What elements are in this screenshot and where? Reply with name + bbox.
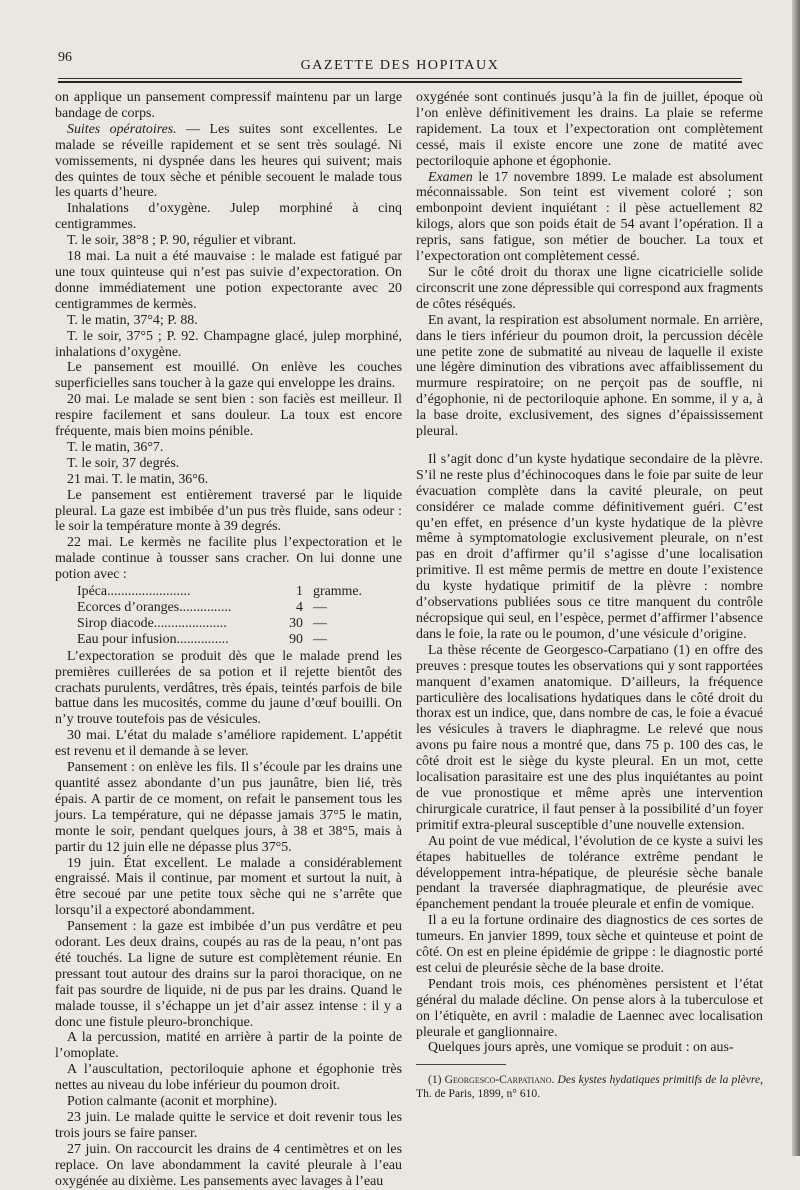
paragraph: Inhalations d’oxygène. Julep morphiné à cinq centigrammes. (55, 201, 402, 233)
prescription-qty: 30 (289, 615, 303, 631)
section-lead: Suites opératoires. (67, 121, 177, 137)
page-edge-shadow (792, 0, 800, 1156)
paragraph: Pansement : la gaze est imbibée d’un pus verdâtre et peu odorant. Les deux drains, coupés au ras de la peau, n’ont pas été touchés. La ligne de suture est complètement réunie. En pressant tout autour des drains sur la paroi thoracique, on ne fait pas sourdre de liquide, ni de pus par les drains. Quand le malade tousse, il s’échappe un jet d’air assez intense : il y a donc une fistule pleuro-bronchique. (55, 919, 402, 1030)
right-column (416, 90, 763, 1101)
prescription-table (77, 584, 362, 648)
prescription-item: Eau pour infusion............... (77, 631, 229, 647)
paragraph: Quelques jours après, une vomique se produit : on aus- (428, 1040, 734, 1056)
running-head: GAZETTE DES HOPITAUX (300, 58, 500, 73)
paragraph: 18 mai. La nuit a été mauvaise : le malade est fatigué par une toux quinteuse qui n’est pas suivie d’expectoration. On donne immédiatement une potion expectorante avec 20 centigrammes de kermès. (55, 249, 402, 312)
paragraph: Il a eu la fortune ordinaire des diagnostics de ces sortes de tumeurs. En janvier 1899, toux sèche et quinteuse et point de côté. On est en pleine épidémie de grippe : le diagnostic porté est celui de pleurésie sèche de la base droite. (416, 913, 763, 976)
prescription-unit: — (313, 631, 327, 647)
paragraph: Potion calmante (aconit et morphine). (67, 1094, 278, 1110)
footnote-title: Des kystes hydatiques primitifs de la plèvre, (554, 1073, 763, 1087)
paragraph: oxygénée sont continués jusqu’à la fin de juillet, époque où l’on enlève définitivement les drains. La plaie se referme rapidement. La toux et l’expectoration ont complètement cessé, mais il existe encore une zone de matité avec pectoriloquie aphone et égophonie. (416, 90, 763, 169)
header-rule-thick (58, 81, 742, 83)
paragraph-text: le 17 novembre 1899. Le malade est absolument méconnaissable. Son teint est vivement coloré ; son embonpoint devient inquiétant : il pèse actuellement 82 kilogs, alors que son poids était de 54 avant l’opération. Il a repris, sans fatigue, son métier de boucher. La toux et l’expectoration ont complètement cessé. (416, 169, 763, 265)
footnote-rule (416, 1064, 506, 1065)
prescription-row (77, 632, 362, 648)
prescription-unit: — (313, 600, 327, 615)
paragraph: T. le matin, 37°4; P. 88. (67, 312, 198, 328)
paragraph: 27 juin. On raccourcit les drains de 4 centimètres et on les replace. On lave abondamment la cavité pleurale à l’eau oxygénée au dixième. Les pansements avec lavages à l’eau (55, 1141, 402, 1189)
paragraph: Pendant trois mois, ces phénomènes persistent et l’état général du malade décline. On pense alors à la tuberculose et on l’étiquète, en avril : maladie de Laennec avec localisation pleurale et ganglionnaire. (416, 976, 763, 1040)
paragraph: 21 mai. T. le matin, 36°6. (67, 471, 209, 487)
section-lead: Examen (428, 169, 473, 185)
prescription-unit: — (313, 615, 327, 631)
paragraph: La thèse récente de Georgesco-Carpatiano (1) en offre des preuves : presque toutes les observations qui y sont rapportées manquent d’examen anatomique. D’ailleurs, la fréquence particulière des localisations hydatiques dans le côté droit du thorax est un indice, que, dans nombre de cas, le foie a évacué les vésicules à travers le diaphragme. Le relevé que nous avons pu faire nous a montré que, dans 75 p. 100 des cas, le côté droit est le siège du kyste pleural. En un mot, cette localisation parasitaire est une des plus inquiétantes au point de vue pronostique et même après une intervention chirurgicale curatrice, il faut penser à la possibilité d’un foyer primitif extra-pleural susceptible d’une nouvelle extension. (416, 642, 763, 833)
paragraph (416, 170, 763, 265)
footnote-source: Th. de Paris, 1899, n° 610. (416, 1087, 541, 1101)
paragraph: L’expectoration se produit dès que le malade prend les premières cuillerées de sa potion et il rejette bientôt des crachats purulents, verdâtres, très épais, teintés parfois de bile battue dans les mucosités, comme du jaune d’œuf bouilli. On n’y trouve toutefois pas de vésicules. (55, 648, 402, 728)
paragraph: 30 mai. L’état du malade s’améliore rapidement. L’appétit est revenu et il demande à se lever. (55, 728, 402, 760)
paragraph: T. le matin, 36°7. (67, 439, 164, 455)
prescription-row (77, 600, 362, 616)
paragraph: on applique un pansement compressif maintenu par un large bandage de corps. (55, 90, 402, 121)
paragraph: Pansement : on enlève les fils. Il s’écoule par les drains une quantité assez abondante d’un pus jaunâtre, bien lié, très épais. A partir de ce moment, on refait le pansement tous les jours. La température, qui ne dépasse jamais 37°5 le matin, monte le soir, pendant quelques jours, à 38 et 38°5, mais à partir du 12 juin elle ne dépasse plus 37°5. (55, 760, 402, 855)
paragraph: 19 juin. État excellent. Le malade a considérablement engraissé. Mais il continue, par moment et surtout la nuit, à être secoué par une petite toux sèche qui ne s’arrête que lorsqu’il a expectoré abondamment. (55, 855, 402, 919)
prescription-item: Ecorces d’oranges............... (77, 600, 232, 615)
paragraph: Le pansement est mouillé. On enlève les couches superficielles sans toucher à la gaze qui enveloppe les drains. (55, 360, 402, 392)
prescription-qty: 4 (296, 600, 303, 615)
paragraph (55, 122, 402, 202)
prescription-item: Sirop diacode..................... (77, 615, 227, 631)
paragraph: T. le soir, 37 degrés. (67, 455, 180, 471)
paragraph: T. le soir, 37°5 ; P. 92. Champagne glacé, julep morphiné, inhalations d’oxygène. (55, 328, 402, 360)
paragraph: 22 mai. Le kermès ne facilite plus l’expectoration et le malade continue à tousser sans cracher. On lui donne une potion avec : (55, 535, 402, 583)
paragraph: 20 mai. Le malade se sent bien : son faciès est meilleur. Il respire facilement et sans douleur. La toux est encore fréquente, mais bien moins pénible. (55, 392, 402, 440)
paragraph: A l’auscultation, pectoriloquie aphone et égophonie très nettes au niveau du lobe inférieur du poumon droit. (55, 1062, 402, 1094)
paragraph: Le pansement est entièrement traversé par le liquide pleural. La gaze est imbibée d’un pus très fluide, sans odeur : le soir la température monte à 39 degrés. (55, 487, 402, 535)
prescription-qty: 1 (296, 584, 303, 600)
prescription-row (77, 616, 362, 632)
paragraph: Il s’agit donc d’un kyste hydatique secondaire de la plèvre. S’il ne reste plus d’échinocoques dans le foie par suite de leur évacuation complète dans la cavité pleurale, on peut considérer ce malade comme définitivement guéri. C’est qu’en effet, en présence d’un kyste hydatique de la plèvre même à symptomatologie exclusivement pleurale, on n’est pas en droit d’affirmer qu’il s’agisse d’une localisation primitive. Il est même permis de mettre en doute l’existence du kyste hydatique primitif de la plèvre : nombre d’observations publiées sous ce titre manquent du contrôle nécropsique qui seul, en l’espèce, permet d’affirmer l’absence dans le foie, la rate ou le poumon, d’une vésicule d’origine. (416, 451, 763, 642)
paragraph: A la percussion, matité en arrière à partir de la pointe de l’omoplate. (55, 1030, 402, 1062)
paragraph-text: — Les suites sont excellentes. Le malade se réveille rapidement et se sent très soulagé. Ni vomissements, ni dyspnée dans les heures qui suivent; mais des quintes de toux sèche et pénible secouent le malade tous les quarts d’heure. (55, 121, 402, 201)
prescription-unit: gramme. (313, 584, 362, 600)
prescription-qty: 90 (289, 631, 303, 647)
left-column (55, 90, 402, 1190)
footnote-mark: (1) (428, 1073, 445, 1087)
paragraph: 23 juin. Le malade quitte le service et doit revenir tous les trois jours se faire panser. (55, 1110, 402, 1141)
header-rule-thin (58, 78, 742, 79)
paragraph: Sur le côté droit du thorax une ligne cicatricielle solide circonscrit une zone dépressible qui correspond aux fragments de côtes réséqués. (416, 264, 763, 312)
page-number: 96 (58, 50, 72, 65)
footnote-author: Georgesco-Carpatiano. (444, 1073, 555, 1087)
prescription-row (77, 584, 362, 600)
prescription-item: Ipéca........................ (77, 584, 191, 600)
paragraph: En avant, la respiration est absolument normale. En arrière, dans le tiers inférieur du poumon droit, la percussion décèle une petite zone de submatité au niveau de laquelle il existe une légère diminution des vibrations avec affaiblissement du murmure respiratoire; on ne perçoit pas de souffle, ni d’égophonie, ni de pectoriloquie aphone. En somme, il y a, à la base droite, exclusivement, des signes d’épaississement pleural. (416, 312, 763, 440)
footnote (416, 1073, 763, 1101)
paragraph: T. le soir, 38°8 ; P. 90, régulier et vibrant. (67, 233, 297, 249)
paragraph: Au point de vue médical, l’évolution de ce kyste a suivi les étapes habituelles de tolérance extrême pendant le développement intra-hépatique, de pleurésie sèche banale pendant la traversée diaphragmatique, de pleurésie avec épanchement pendant la trouée pleurale et enfin de vomique. (416, 833, 763, 913)
